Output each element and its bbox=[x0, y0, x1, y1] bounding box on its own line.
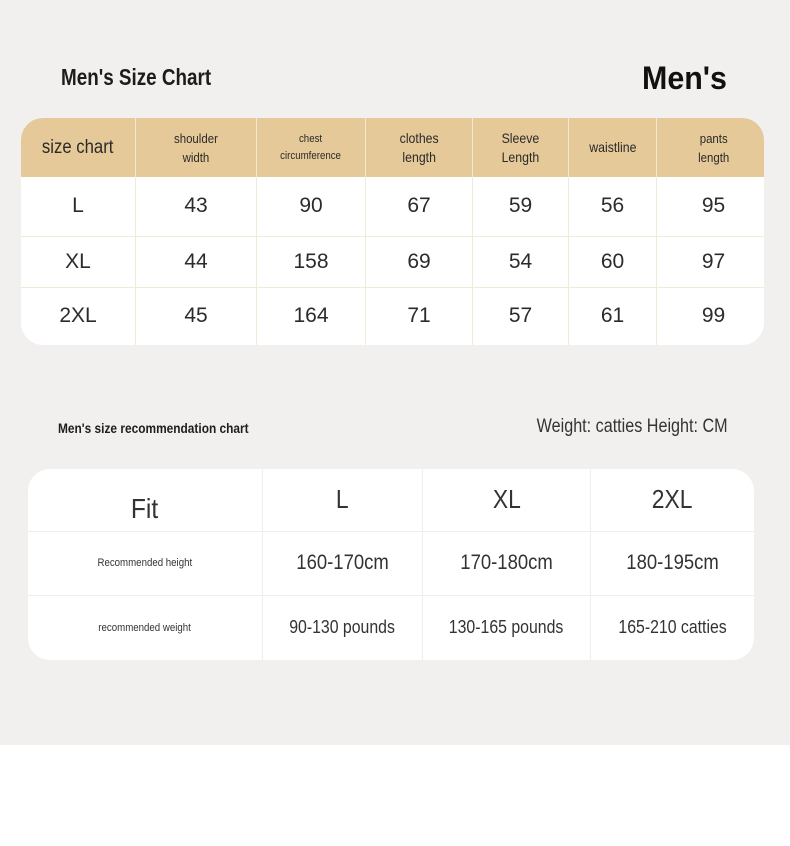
table-cell: 130-165 pounds bbox=[423, 595, 591, 660]
column-header-shoulder-width: shoulder width bbox=[136, 118, 257, 177]
category-badge: Men's bbox=[642, 60, 727, 96]
size-header-xl: XL bbox=[423, 469, 591, 531]
table-cell: 59 bbox=[473, 177, 569, 236]
recommendation-table bbox=[28, 469, 754, 660]
column-header-waistline: waistline bbox=[569, 118, 657, 177]
column-header-clothes-length: clothes length bbox=[366, 118, 473, 177]
table-cell: 69 bbox=[366, 236, 473, 287]
size-header-l: L bbox=[263, 469, 423, 531]
table-row bbox=[21, 287, 764, 345]
column-header-chest-circumference: chest circumference bbox=[257, 118, 366, 177]
table-cell: 99 bbox=[657, 287, 765, 345]
size-cell: L bbox=[21, 177, 136, 236]
table-cell: 95 bbox=[701, 194, 726, 218]
column-header-pants-length: pants length bbox=[697, 130, 730, 165]
size-chart-header-row bbox=[21, 118, 764, 177]
table-cell: 158 bbox=[257, 236, 366, 287]
recommendation-title: Men's size recommendation chart bbox=[58, 420, 249, 436]
table-cell: 57 bbox=[473, 287, 569, 345]
page-title: Men's Size Chart bbox=[61, 64, 212, 90]
size-chart-table bbox=[21, 118, 764, 345]
row-label-weight: recommended weight bbox=[28, 595, 263, 660]
size-header-2xl: 2XL bbox=[652, 484, 693, 515]
table-cell: 67 bbox=[366, 177, 473, 236]
table-cell: 90 bbox=[257, 177, 366, 236]
table-cell: 56 bbox=[569, 177, 657, 236]
recommendation-units: Weight: catties Height: CM bbox=[537, 416, 728, 437]
table-cell: 61 bbox=[569, 287, 657, 345]
table-cell: 180-195cm bbox=[591, 531, 755, 595]
table-cell: 160-170cm bbox=[263, 531, 423, 595]
fit-header: Fit bbox=[28, 469, 263, 531]
table-cell: 43 bbox=[136, 177, 257, 236]
table-cell: 71 bbox=[366, 287, 473, 345]
row-label-height: Recommended height bbox=[28, 531, 263, 595]
table-cell: 44 bbox=[136, 236, 257, 287]
table-cell: 45 bbox=[136, 287, 257, 345]
table-cell: 165-210 catties bbox=[591, 595, 755, 660]
table-cell: 97 bbox=[657, 236, 765, 287]
table-row bbox=[28, 531, 754, 595]
table-row bbox=[21, 177, 764, 236]
recommendation-header-row bbox=[28, 469, 754, 531]
table-cell: 90-130 pounds bbox=[263, 595, 423, 660]
table-cell: 170-180cm bbox=[423, 531, 591, 595]
table-cell: 54 bbox=[473, 236, 569, 287]
size-cell: 2XL bbox=[21, 287, 136, 345]
column-header-size-chart: size chart bbox=[21, 118, 136, 177]
table-cell: 60 bbox=[569, 236, 657, 287]
table-cell: 164 bbox=[257, 287, 366, 345]
table-row bbox=[21, 236, 764, 287]
table-row bbox=[28, 595, 754, 660]
size-cell: XL bbox=[21, 236, 136, 287]
column-header-sleeve-length: Sleeve Length bbox=[473, 118, 569, 177]
